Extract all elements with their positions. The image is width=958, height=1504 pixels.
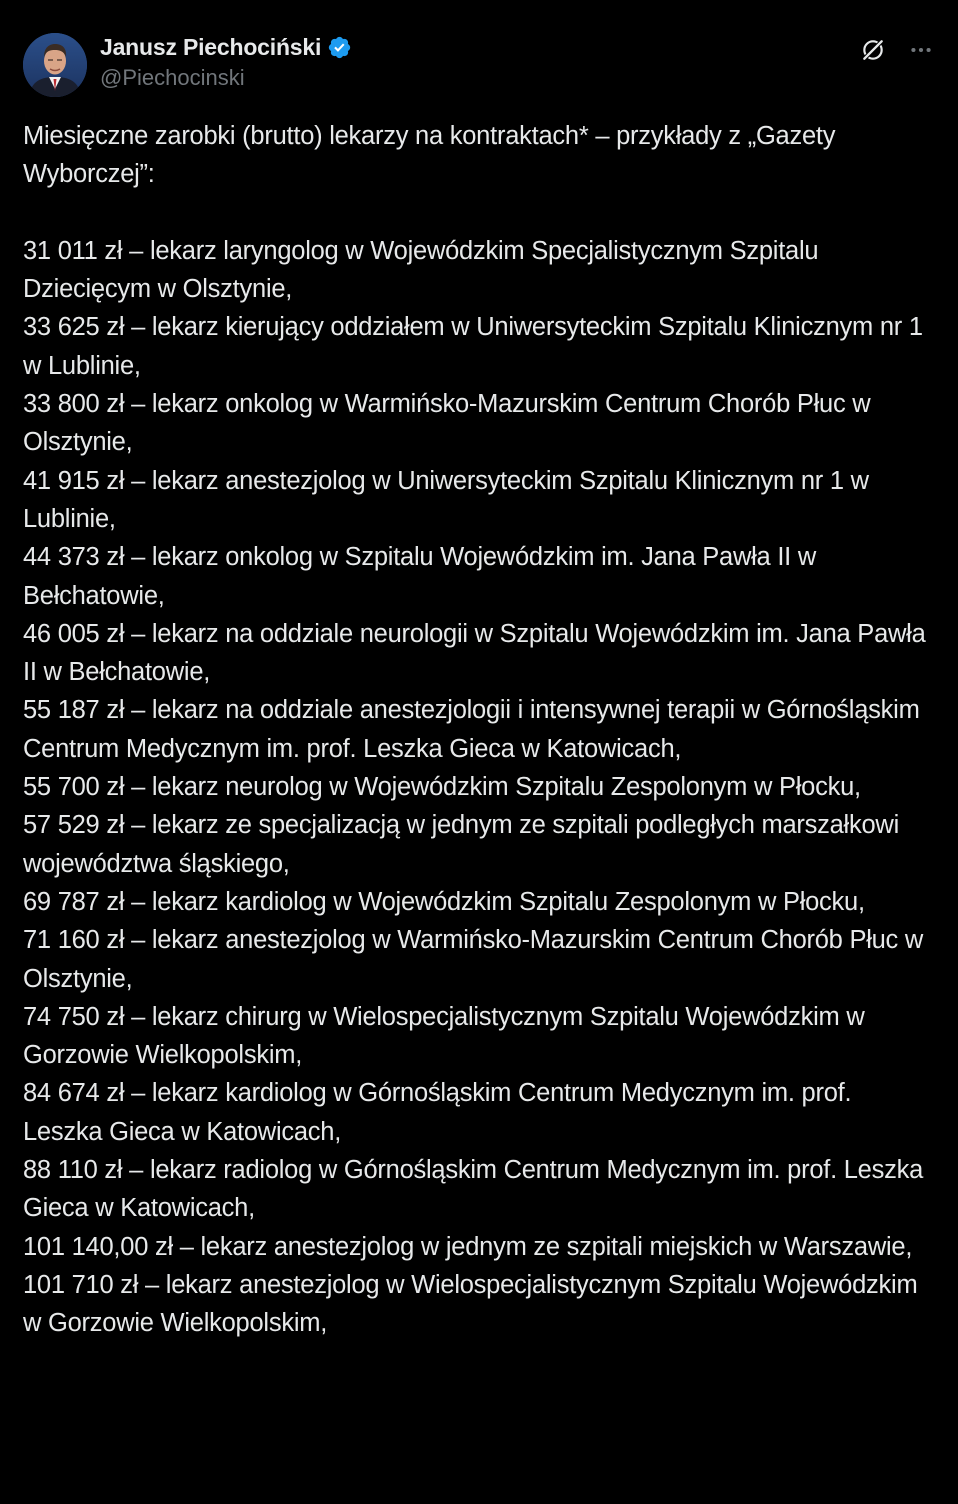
salary-entry: 55 700 zł – lekarz neurolog w Wojewódzkim Szpitalu Zespolonym w Płocku,	[23, 773, 861, 802]
salary-entry: 101 710 zł – lekarz anestezjolog w Wielospecjalistycznym Szpitalu Wojewódzkim w Gorzowie Wielkopolskim,	[23, 1270, 918, 1338]
salary-entry: 69 787 zł – lekarz kardiolog w Wojewódzkim Szpitalu Zespolonym w Płocku,	[23, 887, 865, 916]
tweet-text	[23, 117, 935, 1343]
paragraph-gap	[23, 194, 935, 232]
more-dots-icon[interactable]	[906, 35, 936, 65]
tweet-intro: Miesięczne zarobki (brutto) lekarzy na kontraktach* – przykłady z „Gazety Wyborczej”:	[23, 122, 836, 189]
salary-entry: 46 005 zł – lekarz na oddziale neurologii w Szpitalu Wojewódzkim im. Jana Pawła II w Bełchatowie,	[23, 619, 926, 687]
salary-entry: 44 373 zł – lekarz onkolog w Szpitalu Wojewódzkim im. Jana Pawła II w Bełchatowie,	[23, 543, 816, 610]
author-names	[100, 32, 352, 91]
salary-entry: 88 110 zł – lekarz radiolog w Górnośląskim Centrum Medycznym im. prof. Leszka Gieca w Katowicach,	[23, 1156, 924, 1223]
grok-icon[interactable]	[858, 35, 888, 65]
handle[interactable]: @Piechocinski	[100, 65, 245, 90]
salary-entry: 57 529 zł – lekarz ze specjalizacją w jednym ze szpitali podległych marszałkowi województwa śląskiego,	[23, 811, 899, 878]
salary-entry: 101 140,00 zł – lekarz anestezjolog w jednym ze szpitali miejskich w Warszawie,	[23, 1232, 913, 1261]
display-name[interactable]: Janusz Piechociński	[100, 33, 322, 60]
salary-entry: 33 800 zł – lekarz onkolog w Warmińsko-Mazurskim Centrum Chorób Płuc w Olsztynie,	[23, 390, 871, 457]
salary-entry: 74 750 zł – lekarz chirurg w Wielospecjalistycznym Szpitalu Wojewódzkim w Gorzowie Wielkopolskim,	[23, 1002, 865, 1070]
salary-entry: 71 160 zł – lekarz anestezjolog w Warmińsko-Mazurskim Centrum Chorób Płuc w Olsztynie,	[23, 926, 924, 993]
profile-photo-icon	[23, 33, 87, 97]
avatar[interactable]	[23, 33, 87, 97]
display-name-row	[100, 32, 352, 62]
salary-entry: 84 674 zł – lekarz kardiolog w Górnośląskim Centrum Medycznym im. prof. Leszka Gieca w Katowicach,	[23, 1079, 852, 1146]
salary-entry: 33 625 zł – lekarz kierujący oddziałem w Uniwersyteckim Szpitalu Klinicznym nr 1 w Lublinie,	[23, 313, 923, 380]
salary-entry: 41 915 zł – lekarz anestezjolog w Uniwersyteckim Szpitalu Klinicznym nr 1 w Lublinie,	[23, 466, 869, 533]
salary-entry: 55 187 zł – lekarz na oddziale anestezjologii i intensywnej terapii w Górnośląskim Centrum Medycznym im. prof. Leszka Gieca w Katowicach,	[23, 696, 920, 763]
tweet-header	[23, 0, 936, 112]
salary-entry: 31 011 zł – lekarz laryngolog w Wojewódzkim Specjalistycznym Szpitalu Dziecięcym w Olsztynie,	[23, 236, 819, 304]
verified-badge-icon[interactable]	[327, 35, 352, 60]
